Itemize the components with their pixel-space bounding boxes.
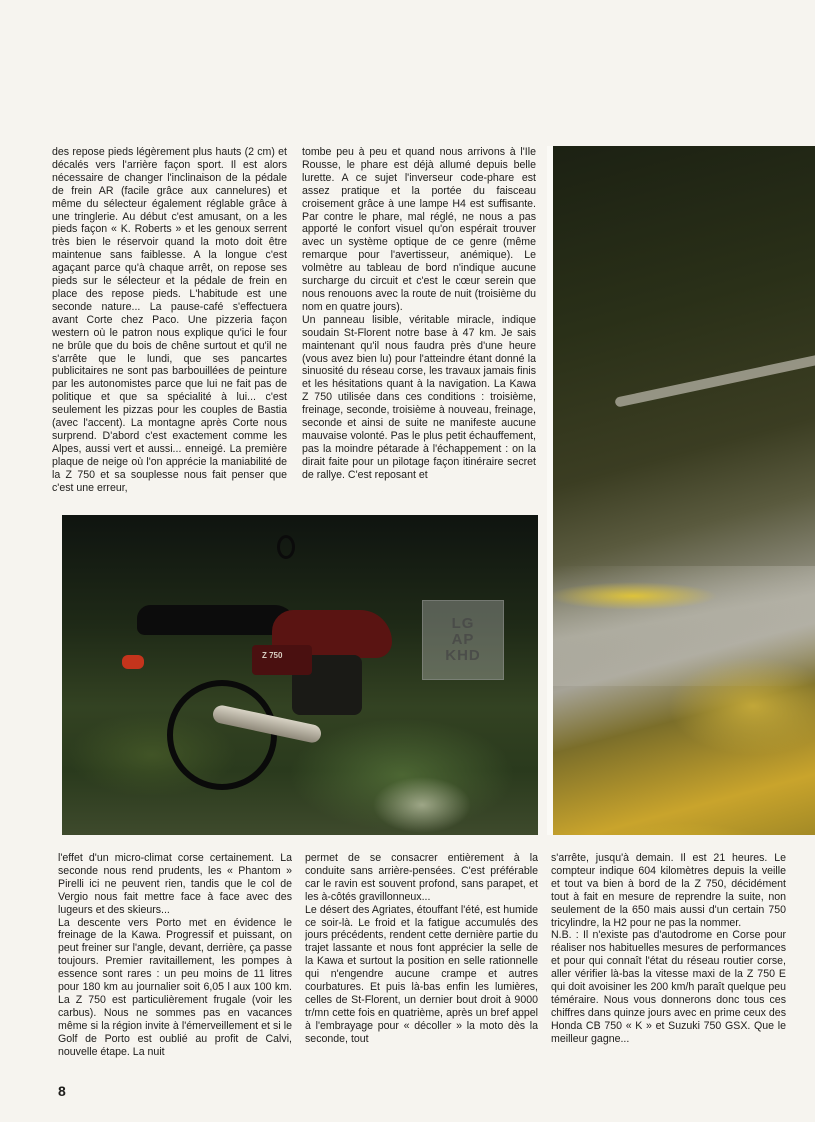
watermark-stamp — [422, 600, 504, 680]
bike-mirror — [277, 535, 295, 559]
watermark-line: KHD — [445, 647, 481, 664]
article-column-bottom-1 — [58, 852, 292, 1097]
page-number: 8 — [58, 1083, 66, 1099]
paragraph: N.B. : Il n'existe pas d'autodrome en Corse pour réaliser nos habituelles mesures de performances et pour qui connaît l'état du réseau routier corse, aller vérifier là-bas la vitesse maxi de la Z 750 E qui doit avoisiner les 200 km/h paraît quelque peu téméraire. Nous vous donnerons donc tous ces chiffres dans quinze jours avec en prime ceux des Honda CB 750 « K » et Suzuki 750 GSX. Que le meilleur gagne... — [551, 929, 786, 1045]
article-column-top-1 — [52, 146, 287, 512]
article-column-bottom-3 — [551, 852, 786, 1097]
watermark-line: AP — [451, 631, 475, 648]
paragraph: permet de se consacrer entièrement à la conduite sans arrière-pensées. C'est préférable car le ravin est souvent profond, sans parapet, et les à-côtés gravillonneux... — [305, 852, 538, 903]
bike-wheel — [167, 680, 277, 790]
paragraph: Le désert des Agriates, étouffant l'été, est humide ce soir-là. Le froid et la fatigue accumulés des jours précédents, rendent cette dernière partie du trajet lassante et nous font apprécier la selle de la Kawa et surtout la position en selle rationnelle qui n'engendre aucune crampe et autres courbatures. Et puis là-bas enfin les lumières, celles de St-Florent, un dernier bout droit à 9000 tr/mn cette fois en quatrième, après un bref appel à l'embrayage pour « décoller » la moto dès la seconde, tout — [305, 903, 538, 1045]
paragraph: Un panneau lisible, véritable miracle, indique soudain St-Florent notre base à 47 km. Je sais maintenant qu'il nous faudra près d'une heure (vous avez bien lu) pour l'atteindre étant donné la sinuosité du réseau corse, les travaux jamais finis et les hésitations quant à la navigation. La Kawa Z 750 utilisée dans ces conditions : troisième, freinage, seconde, troisième à nouveau, freinage, seconde et ainsi de suite ne manifeste aucune mauvaise volonté. Pas le plus petit échauffement, pas la moindre pétarade à l'échappement : on la dirait faite pour un pilotage façon itinéraire secret de rallye. C'est reposant et — [302, 313, 536, 481]
paragraph: l'effet d'un micro-climat corse certainement. La seconde nous rend prudents, les « Phantom » Pirelli ici ne peuvent rien, tandis que le col de Vergio nous fait mettre face à face avec des lugeurs et des skieurs... — [58, 852, 292, 916]
flowers-shape — [553, 566, 815, 626]
bike-badge: Z 750 — [262, 651, 283, 660]
bike-tail-light — [122, 655, 144, 669]
article-column-top-2 — [302, 146, 536, 512]
road-photo — [553, 146, 815, 835]
branch-shape — [614, 354, 815, 407]
paragraph: tombe peu à peu et quand nous arrivons à l'Ile Rousse, le phare est déjà allumé depuis belle lurette. A ce sujet l'inverseur code-phare est assez pratique et la portée du faisceau croisement grâce à une lampe H4 est suffisante. Par contre le phare, mal réglé, ne nous a pas apporté le confort visuel qu'on espérait trouver avec un système optique de ce genre (même remarque pour l'avertisseur, anémique). Le volmètre au tableau de bord n'indique aucune surcharge du circuit et c'est le cœur serein que nous renouons avec la route de nuit (troisième du nom en quatre jours). — [302, 146, 536, 313]
motorcycle-photo — [62, 515, 538, 835]
watermark-line: LG — [451, 615, 475, 632]
paragraph: des repose pieds légèrement plus hauts (2 cm) et décalés vers l'arrière façon sport. Il est alors nécessaire de changer l'inclinaison de la pédale de frein AR (facile grâce aux cannelures) et même du sélecteur également réglable grâce à une tringlerie. Au début c'est amusant, on a les pieds façon « K. Roberts » et les genoux serrent très bien le réservoir quand la moto doit être maintenue sans faiblesse. A la longue c'est agaçant parce qu'à chaque arrêt, on repose ses pieds sur le sélecteur et la pédale de frein en place des repose pieds. L'habitude est une seconde nature... La pause-café s'effectuera avant Corte chez Paco. Une pizzeria façon western où le patron nous explique qu'ici le four ne brûle que du bois de chêne surtout et qu'il ne s'arrête que le lundi, que ses pancartes publicitaires ne sont pas barbouillées de peinture par les autonomistes parce que lui ne fait pas de politique et que sa spécialité à lui... c'est seulement les pizzas pour les couples de Bastia (avec l'accent). La montagne après Corte nous surprend. D'abord c'est exactement comme les Alpes, aussi vert et aussi... enneigé. La première plaque de neige où l'on apprécie la maniabilité de la Z 750 et sa souplesse nous fait penser que c'est une erreur, — [52, 146, 287, 494]
bike-side-cover — [252, 645, 312, 675]
paragraph: s'arrête, jusqu'à demain. Il est 21 heures. Le compteur indique 604 kilomètres depuis la veille et tout va bien à bord de la Z 750, décidément tout à fait en mesure de reprendre la suite, non seulement de la 650 mais aussi d'un certain 750 tricylindre, la H2 pour ne pas la nommer. — [551, 852, 786, 929]
article-column-bottom-2 — [305, 852, 538, 1097]
paragraph: La descente vers Porto met en évidence le freinage de la Kawa. Progressif et puissant, on peut freiner sur l'angle, devant, derrière, ça passe toujours. Premier ravitaillement, les pompes à essence sont rares : un peu moins de 11 litres pour 180 km au journalier soit 6,05 l aux 100 km. La Z 750 est particulièrement frugale (voir les carbus). Nous ne sommes pas en vacances même si la région invite à l'émerveillement et si le Golf de Porto est oublié au profit de Calvi, nouvelle étape. La nuit — [58, 916, 292, 1058]
